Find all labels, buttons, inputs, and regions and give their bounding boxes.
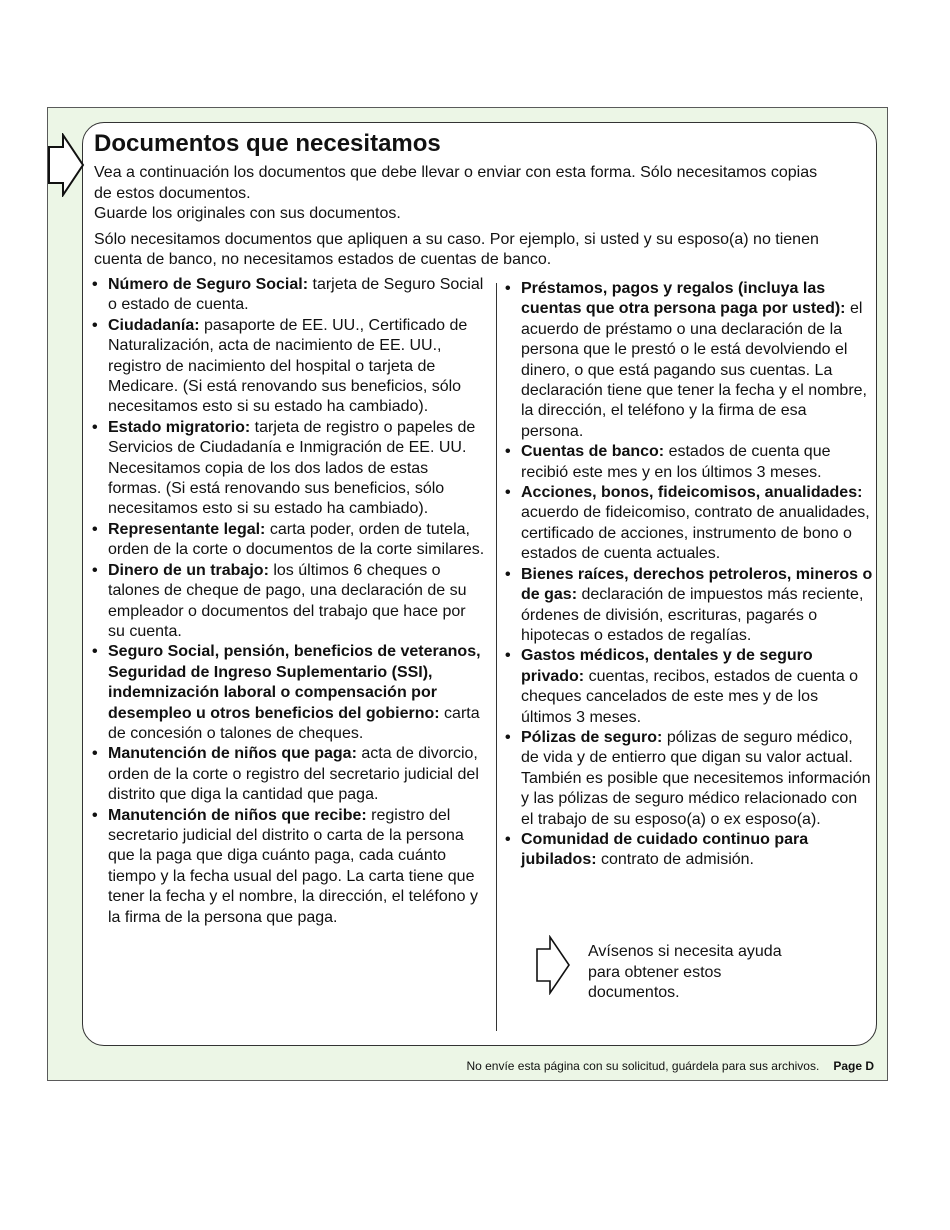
page-title: Documentos que necesitamos <box>94 130 441 157</box>
item-text: estados de cuenta que recibió este mes y en los últimos 3 meses. <box>521 443 831 481</box>
bullet: • <box>505 565 511 583</box>
bullet: • <box>505 443 511 461</box>
list-item <box>92 744 485 805</box>
item-label: Seguro Social, pensión, beneficios de veteranos, Seguridad de Ingreso Suplementario (SSI), indemnización laboral o compensación por desempleo u otros beneficios del gobierno: <box>108 643 481 722</box>
item-label: Ciudadanía: <box>108 316 200 334</box>
bullet: • <box>92 561 98 579</box>
list-item <box>505 830 873 871</box>
bullet: • <box>505 647 511 665</box>
bullet: • <box>92 643 98 661</box>
item-label: Préstamos, pagos y regalos (incluya las cuentas que otra persona paga por usted): <box>521 280 846 318</box>
list-item <box>505 483 873 565</box>
list-item <box>505 442 873 483</box>
bullet: • <box>505 830 511 848</box>
bullet: • <box>92 418 98 436</box>
left-column <box>92 275 485 928</box>
bullet: • <box>92 806 98 824</box>
item-label: Estado migratorio: <box>108 418 251 436</box>
footer <box>466 1058 874 1074</box>
intro-line-applicable: Sólo necesitamos documentos que apliquen a su caso. Por ejemplo, si usted y su esposo(a) no tienen cuenta de banco, no necesitamos estados de cuentas de banco. <box>94 230 819 268</box>
item-text: los últimos 6 cheques o talones de cheque de pago, una declaración de su empleador o documentos del trabajo que hace por su cuenta. <box>108 561 467 640</box>
footer-note: No envíe esta página con su solicitud, guárdela para sus archivos. <box>466 1059 820 1073</box>
item-text: pasaporte de EE. UU., Certificado de Naturalización, acta de nacimiento de EE. UU., registro de nacimiento del hospital o tarjeta de Medicare. (Si está renovando sus beneficios, sólo necesitamos esto si su estado ha cambiado). <box>108 316 468 416</box>
bullet: • <box>92 745 98 763</box>
item-text: carta de concesión o talones de cheques. <box>108 704 480 742</box>
page-label: Page D <box>833 1059 874 1073</box>
item-text: acta de divorcio, orden de la corte o registro del secretario judicial del distrito que diga la cantidad que paga. <box>108 745 479 804</box>
list-item <box>92 316 485 418</box>
intro-line-copies: Vea a continuación los documentos que debe llevar o enviar con esta forma. Sólo necesitamos copias de estos documentos. <box>94 164 818 202</box>
item-label: Gastos médicos, dentales y de seguro privado: <box>521 647 813 685</box>
item-label: Representante legal: <box>108 520 266 538</box>
bullet: • <box>92 316 98 334</box>
item-label: Manutención de niños que recibe: <box>108 806 367 824</box>
list-item <box>92 418 485 520</box>
list-item <box>92 642 485 744</box>
list-item <box>505 728 873 830</box>
list-item <box>92 561 485 643</box>
item-text: tarjeta de registro o papeles de Servicios de Ciudadanía e Inmigración de EE. UU. Necesitamos copia de los dos lados de estas formas. (Si está renovando sus beneficios, sólo necesitamos esto si su estado ha cambiado). <box>108 418 476 518</box>
item-text: declaración de impuestos más reciente, órdenes de división, escrituras, pagarés o hipotecas o estados de regalías. <box>521 586 864 644</box>
list-item <box>92 520 485 561</box>
item-label: Manutención de niños que paga: <box>108 745 357 763</box>
item-label: Bienes raíces, derechos petroleros, mineros o de gas: <box>521 565 873 604</box>
item-text: cuentas, recibos, estados de cuenta o cheques cancelados de este mes y de los últimos 3 meses. <box>521 667 859 726</box>
intro-text <box>94 163 834 271</box>
intro-line-originals: Guarde los originales con sus documentos. <box>94 205 401 222</box>
column-divider <box>496 283 497 1031</box>
list-item <box>505 565 873 647</box>
item-text: acuerdo de fideicomiso, contrato de anualidades, certificado de acciones, instrumento de bono o estados de cuenta actuales. <box>521 504 870 563</box>
bullet: • <box>505 280 511 297</box>
list-item <box>505 646 873 728</box>
item-label: Cuentas de banco: <box>521 443 665 461</box>
item-label: Acciones, bonos, fideicomisos, anualidades: <box>521 484 863 502</box>
item-text: registro del secretario judicial del distrito o carta de la persona que la paga que diga cuánto paga, cada cuánto tiempo y la fecha usual del pago. La carta tiene que tener la fecha y el nombre, la dirección, el teléfono y la firma de la persona que paga. <box>108 806 478 926</box>
bullet: • <box>505 484 511 502</box>
arrow-right-icon <box>47 133 85 197</box>
list-item <box>505 279 873 442</box>
list-item <box>92 275 485 316</box>
item-text: pólizas de seguro médico, de vida y de entierro que digan su valor actual. También es posible que necesitemos información y las pólizas de seguro médico relacionado con el trabajo de su esposo(a) o ex esposo(a). <box>521 728 871 828</box>
item-label: Número de Seguro Social: <box>108 276 309 293</box>
item-text: el acuerdo de préstamo o una declaración de la persona que le prestó o le está devolviendo el dinero, o que está pagando sus cuentas. La declaración tiene que tener la fecha y el nombre, la dirección, el teléfono y la firma de esa persona. <box>521 300 867 440</box>
item-label: Pólizas de seguro: <box>521 728 663 746</box>
right-column <box>505 279 873 871</box>
bullet: • <box>92 520 98 538</box>
bullet: • <box>505 728 511 746</box>
help-note: Avísenos si necesita ayuda para obtener estos documentos. <box>588 943 782 1001</box>
arrow-right-icon <box>535 935 571 995</box>
bullet: • <box>92 276 98 293</box>
item-text: tarjeta de Seguro Social o estado de cuenta. <box>108 276 484 314</box>
item-label: Dinero de un trabajo: <box>108 561 269 579</box>
item-text: contrato de admisión. <box>596 851 754 869</box>
list-item <box>92 806 485 928</box>
item-label: Comunidad de cuidado continuo para jubilados: <box>521 830 809 869</box>
item-text: carta poder, orden de tutela, orden de la corte o documentos de la corte similares. <box>108 520 485 559</box>
